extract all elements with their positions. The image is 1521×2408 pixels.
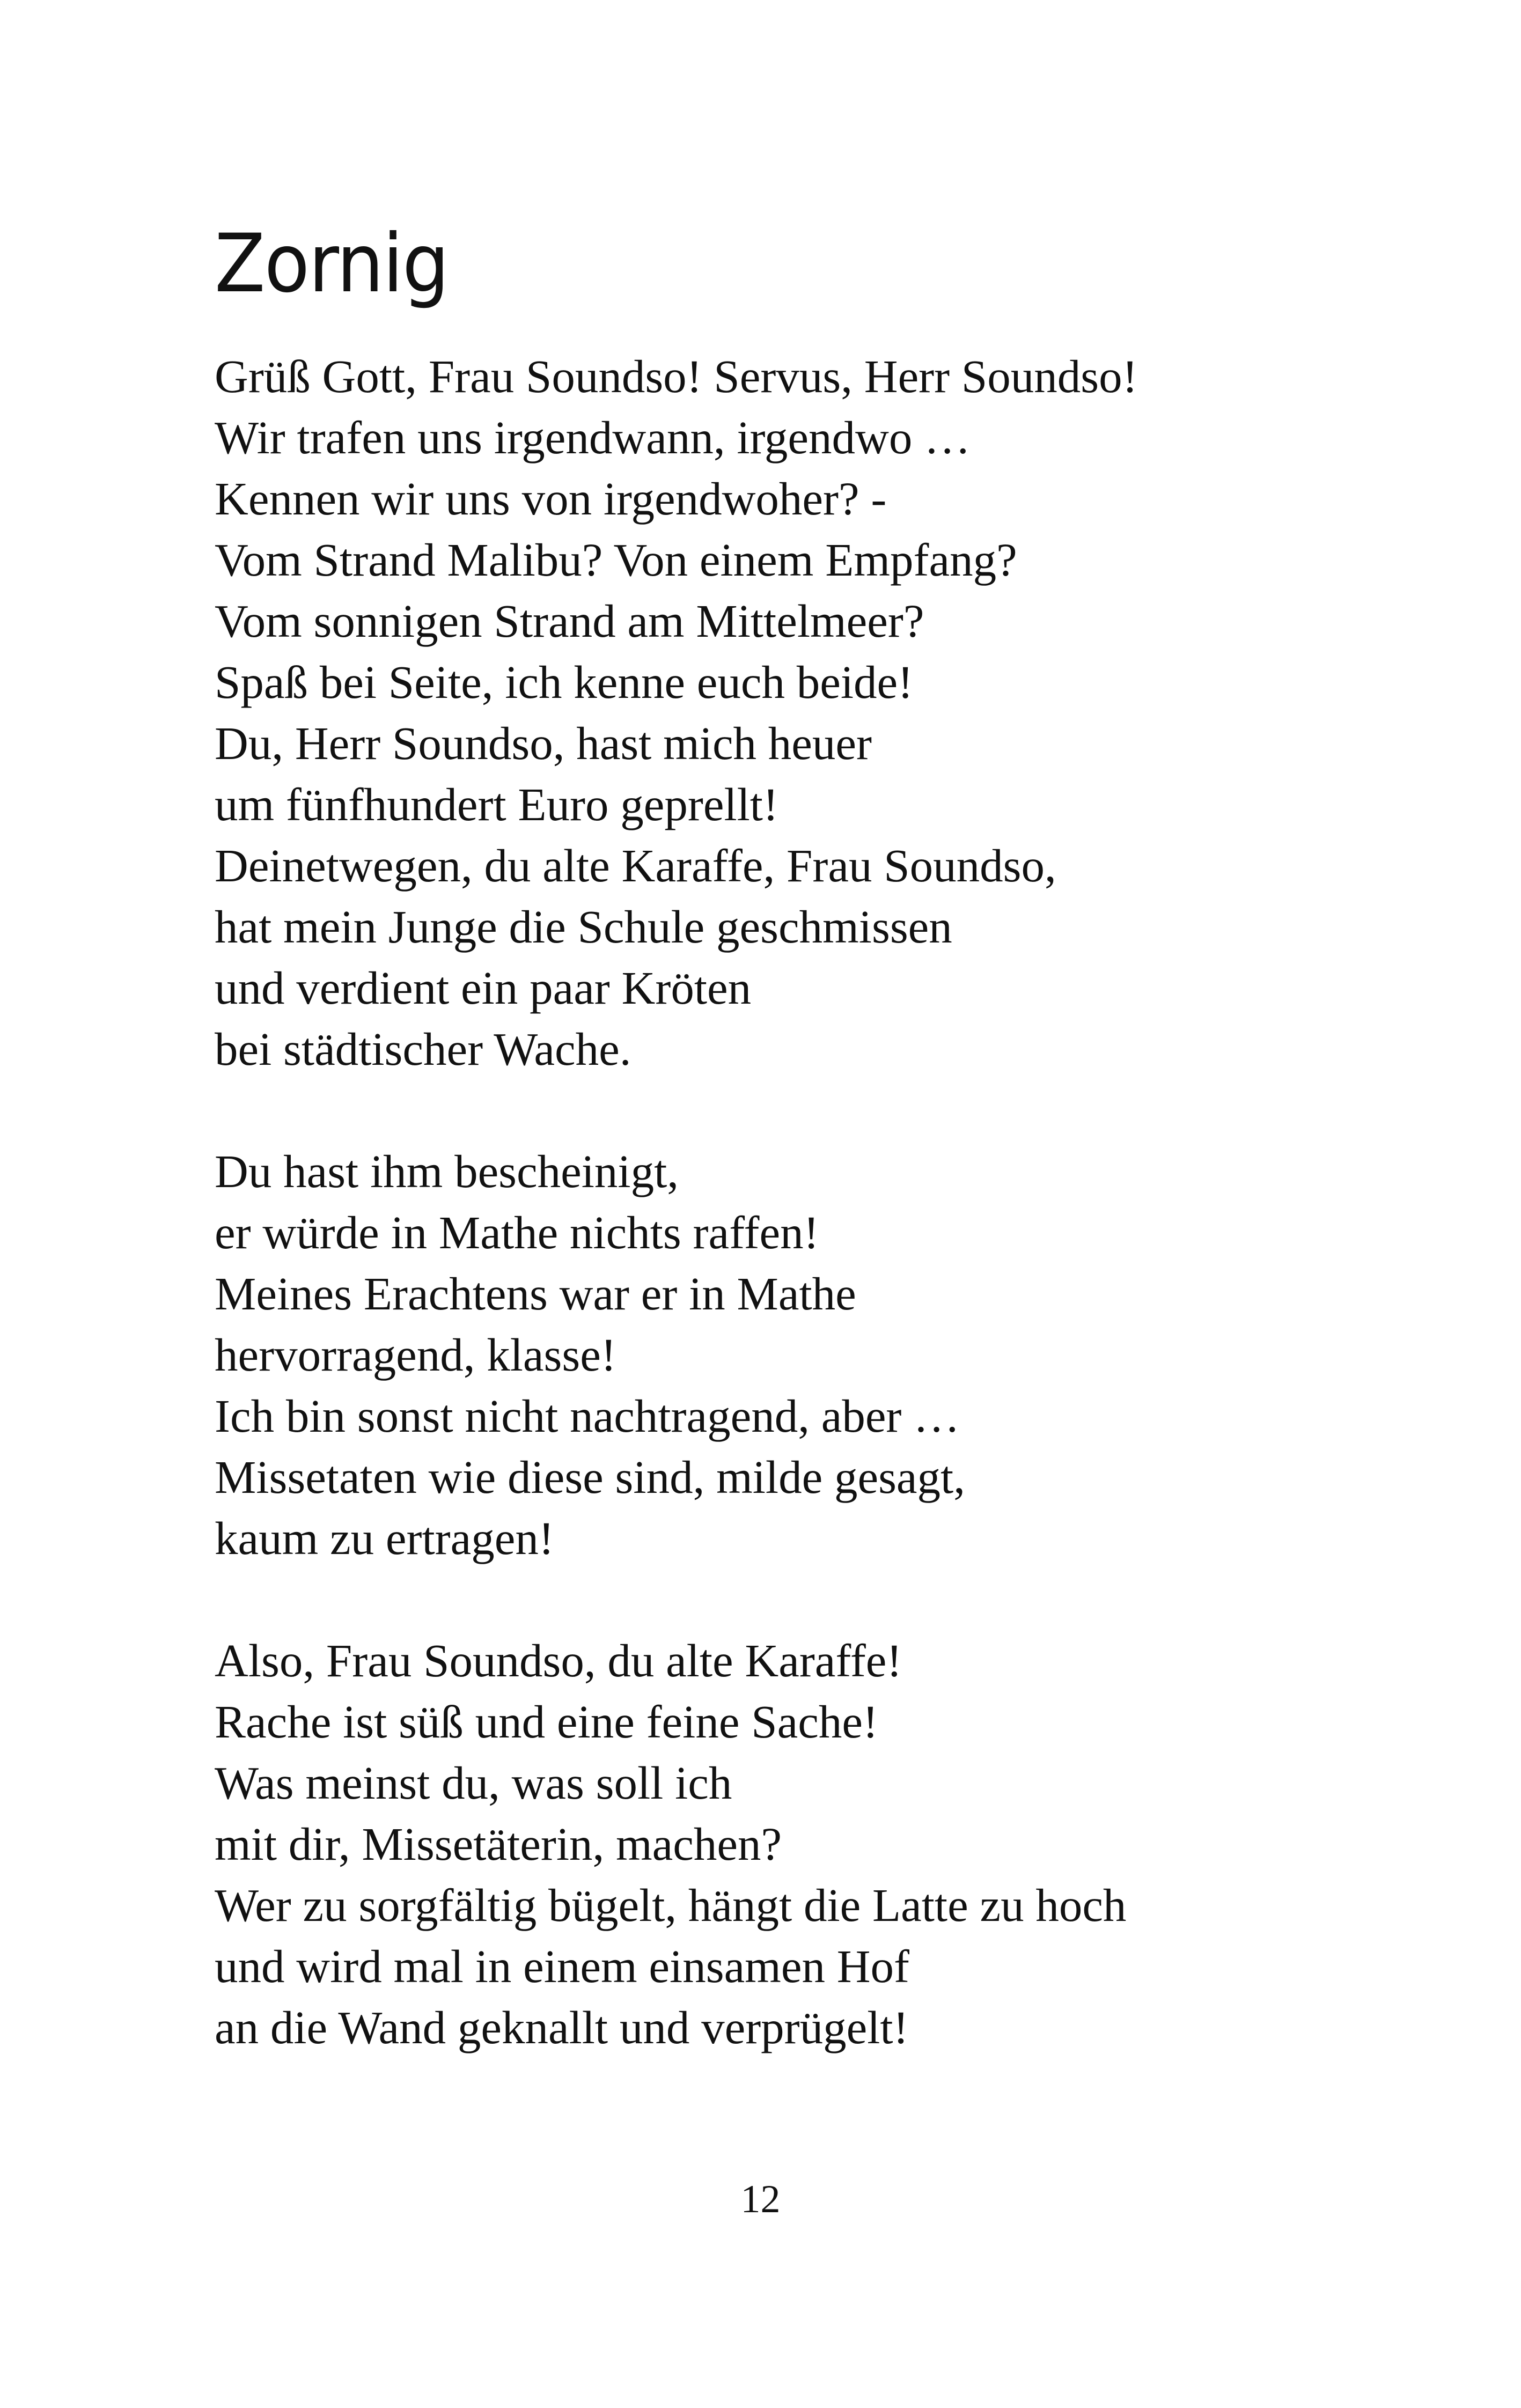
poem-line: Ich bin sonst nicht nachtragend, aber … [215, 1390, 960, 1442]
poem-title: Zornig [215, 217, 449, 311]
stanza-divider [215, 1569, 1341, 1630]
poem-line: Vom sonnigen Strand am Mittelmeer? [215, 595, 924, 647]
page-number: 12 [740, 2177, 781, 2221]
stanza-divider [215, 1080, 1341, 1141]
poem-line: und verdient ein paar Kröten [215, 962, 752, 1014]
poem-line: Grüß Gott, Frau Soundso! Servus, Herr Soundso! [215, 350, 1138, 402]
stanza-2 [215, 1141, 1341, 1569]
poem-line: und wird mal in einem einsamen Hof [215, 1940, 910, 1992]
poem-body [215, 346, 1341, 2058]
poem-line: Deinetwegen, du alte Karaffe, Frau Soundso, [215, 840, 1056, 892]
poem-line: kaum zu ertragen! [215, 1512, 554, 1564]
poem-line: Wer zu sorgfältig bügelt, hängt die Latte zu hoch [215, 1879, 1127, 1931]
poem-line: mit dir, Missetäterin, machen? [215, 1818, 782, 1870]
poem-line: Rache ist süß und eine feine Sache! [215, 1696, 878, 1748]
poem-line: an die Wand geknallt und verprügelt! [215, 2001, 909, 2053]
poem-line: Du, Herr Soundso, hast mich heuer [215, 717, 872, 769]
stanza-3 [215, 1630, 1341, 2058]
poem-line: Spaß bei Seite, ich kenne euch beide! [215, 656, 914, 708]
poem-line: Was meinst du, was soll ich [215, 1757, 732, 1809]
poem-line: Wir trafen uns irgendwann, irgendwo … [215, 411, 971, 463]
poem-line: Missetaten wie diese sind, milde gesagt, [215, 1451, 965, 1503]
poem-line: hervorragend, klasse! [215, 1329, 616, 1381]
poem-line: Kennen wir uns von irgendwoher? - [215, 473, 887, 525]
poem-line: hat mein Junge die Schule geschmissen [215, 901, 952, 953]
poem-line: Du hast ihm bescheinigt, [215, 1145, 679, 1197]
poem-line: er würde in Mathe nichts raffen! [215, 1206, 819, 1258]
poem-line: Also, Frau Soundso, du alte Karaffe! [215, 1634, 902, 1687]
poem-line: bei städtischer Wache. [215, 1023, 631, 1075]
poem-line: um fünfhundert Euro geprellt! [215, 778, 778, 830]
poem-line: Meines Erachtens war er in Mathe [215, 1268, 856, 1320]
stanza-1 [215, 346, 1341, 1080]
poem-line: Vom Strand Malibu? Von einem Empfang? [215, 534, 1017, 586]
